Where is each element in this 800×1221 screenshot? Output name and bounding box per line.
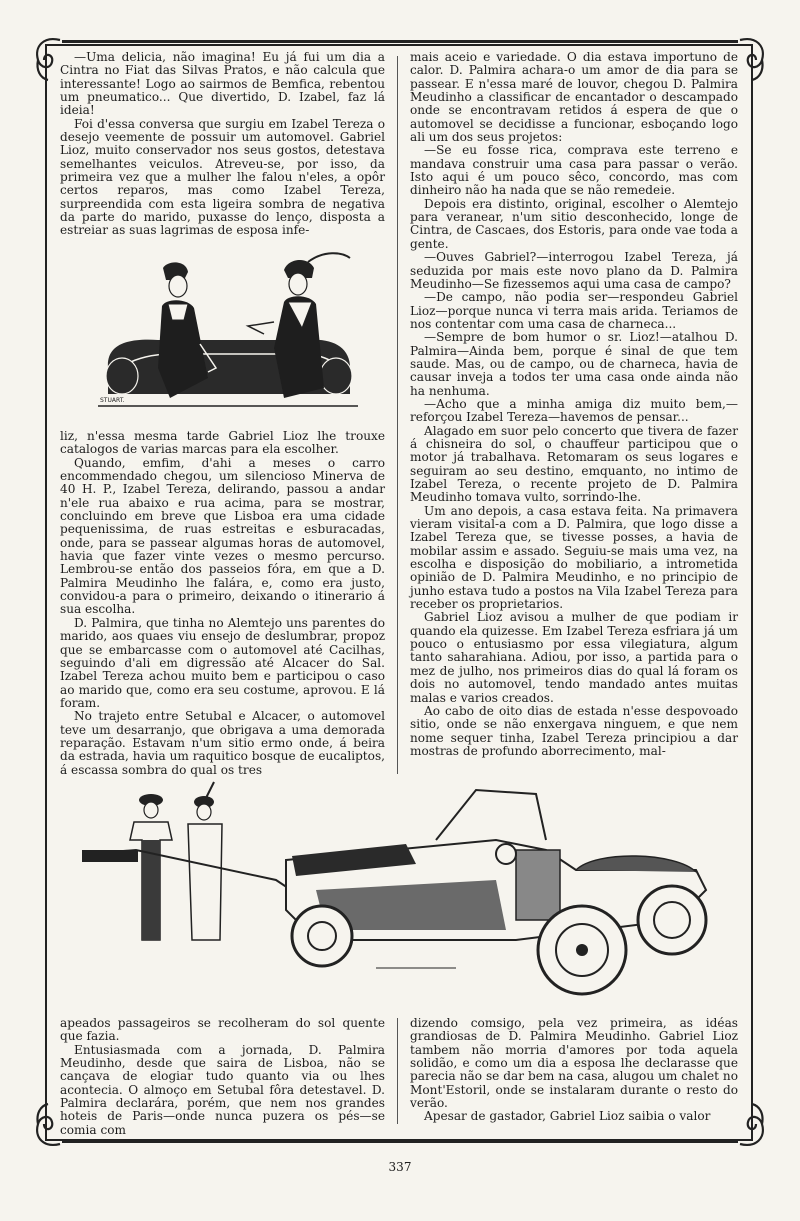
- paragraph: —Ouves Gabriel?—interrogou Izabel Tereza, já seduzida por mais este novo plano da D. Palmira Meudinho—Se fizessemos aqui uma casa de campo?: [410, 250, 738, 291]
- column-separator-bottom: [397, 1018, 398, 1124]
- paragraph: Depois era distinto, original, escolher o Alemtejo para veranear, n'um sitio desconhecido, longe de Cintra, de Cascaes, dos Estoris, para onde vae toda a gente.: [410, 196, 738, 251]
- paragraph: apeados passageiros se recolheram do sol quente que fazia.: [60, 1016, 385, 1044]
- paragraph: No trajeto entre Setubal e Alcacer, o automovel teve um desarranjo, que obrigava a uma demorada reparação. Estavam n'um sitio ermo onde, á beira da estrada, havia um raquitico bosque de eucaliptos, á escassa sombra do qual os tres: [60, 709, 385, 777]
- paragraph: Gabriel Lioz avisou a mulher de que podiam ir quando ela quizesse. Em Izabel Tereza esfriara já um pouco o entusiasmo por essa vilegiatura, algum tanto saharahiana. Adiou, por isso, a partida para o mez de julho, nos primeiros dias do qual lá foram os dois no automovel, tendo mandado antes muitas malas e varios creados.: [410, 610, 738, 705]
- illustration-automobile: [76, 780, 716, 1010]
- right-column-top: [410, 51, 738, 758]
- left-column-middle: [60, 430, 385, 777]
- paragraph: —Uma delicia, não imagina! Eu já fui um dia a Cintra no Fiat das Silvas Pratos, e não calcula que interessante! Logo ao sairmos de Bemfica, rebentou um pneumatico... Que divertido, D. Izabel, faz lá ideia!: [60, 50, 385, 118]
- paragraph: —Acho que a minha amiga diz muito bem,—reforçou Izabel Tereza—havemos de pensar...: [410, 396, 738, 425]
- illustration-signature: STUART.: [100, 397, 125, 404]
- left-column-bottom: [60, 1017, 385, 1137]
- paragraph: Alagado em suor pelo concerto que tivera de fazer á chisneira do sol, o chauffeur participou que o motor já trabalhava. Retomaram os seus logares e seguiram ao seu destino, emquanto, no intimo de Izabel Tereza, o recente projeto de D. Palmira Meudinho tomava vulto, sorrindo-lhe.: [410, 423, 738, 505]
- paragraph: Quando, emfim, d'ahi a meses o carro encommendado chegou, um silencioso Minerva de 40 H. P., Izabel Tereza, delirando, passou a andar n'ele rua abaixo e rua acima, para se mostrar, concluindo em breve que Lisboa era uma cidade pequenissima, de ruas estreitas e esburacadas, onde, para se passear algumas horas de automovel, havia que fazer vinte vezes o mesmo percurso. Lembrou-se então dos passeios fóra, em que a D. Palmira Meudinho lhe falára, e, como era justo, convidou-a para o primeiro, deixando o itinerario á sua escolha.: [60, 455, 385, 617]
- paragraph: —Se eu fosse rica, comprava este terreno e mandava construir uma casa para passar o verão. Isto aqui é um pouco sêco, concordo, mas com dinheiro não ha nada que se não remedeie.: [410, 143, 738, 198]
- paragraph: D. Palmira, que tinha no Alemtejo uns parentes do marido, aos quaes viu ensejo de deslumbrar, propoz que se embarcasse com o automovel até Cacilhas, seguindo d'ali em digressão até Alcacer do Sal. Izabel Tereza achou muito bem e participou o caso ao marido que, como era seu costume, aprovou. E lá foram.: [60, 615, 385, 710]
- paragraph: Foi d'essa conversa que surgiu em Izabel Tereza o desejo veemente de possuir um automovel. Gabriel Lioz, muito conservador nos seus gostos, detestava semelhantes veiculos. Atreveu-se, por isso, da primeira vez que a mulher lhe falou n'eles, a opôr certos reparos, mas como Izabel Tereza, surpreendida com esta ligeira sombra de negativa da parte do marido, puxasse do lenço, disposta a estreiar as suas lagrimas de esposa infe-: [60, 116, 385, 238]
- frame-top-rule: [62, 40, 738, 43]
- paragraph: liz, n'essa mesma tarde Gabriel Lioz lhe trouxe catalogos de varias marcas para ela escolher.: [60, 429, 385, 457]
- right-column-bottom: [410, 1017, 738, 1124]
- illustration-women-on-sofa: [88, 248, 364, 414]
- column-separator-top: [397, 56, 398, 774]
- paragraph: Ao cabo de oito dias de estada n'esse despovoado sitio, onde se não enxergava ninguem, e que nem nome sequer tinha, Izabel Tereza principiou a dar mostras de profundo aborrecimento, mal-: [410, 703, 738, 758]
- frame-bottom-rule: [62, 1140, 738, 1143]
- paragraph: —De campo, não podia ser—respondeu Gabriel Lioz—porque nunca vi terra mais arida. Teriamos de nos contentar com uma casa de charneca...: [410, 290, 738, 331]
- paragraph: dizendo comsigo, pela vez primeira, as idéas grandiosas de D. Palmira Meudinho. Gabriel Lioz tambem não morria d'amores por toda aquela solidão, e como um dia a esposa lhe declarasse que parecia não se dar bem na casa, alugou um chalet no Mont'Estoril, onde se instalaram durante o resto do verão.: [410, 1016, 738, 1111]
- paragraph: Um ano depois, a casa estava feita. Na primavera vieram visital-a com a D. Palmira, que logo disse a Izabel Tereza que, se tivesse posses, a havia de mobilar assim e assado. Seguiu-se mais uma vez, na escolha e disposição do mobiliario, a intrometida opinião de D. Palmira Meudinho, e no principio de junho estava tudo a postos na Vila Izabel Tereza para receber os proprietarios.: [410, 503, 738, 612]
- page-number: 337: [388, 1160, 412, 1174]
- corner-ornament-bottom-right: [734, 1100, 770, 1150]
- left-column-top: [60, 51, 385, 238]
- paragraph: Entusiasmada com a jornada, D. Palmira Meudinho, desde que saira de Lisboa, não se cançava de elogiar tudo quanto via ou lhes acontecia. O almoço em Setubal fôra detestavel. D. Palmira declarára, porém, que nem nos grandes hoteis de Paris—onde nunca puzera os pés—se comia com: [60, 1042, 385, 1137]
- paragraph: mais aceio e variedade. O dia estava importuno de calor. D. Palmira achara-o um amor de dia para se passear. E n'essa maré de louvor, chegou D. Palmira Meudinho a classificar de encantador o descampado onde se encontravam retidos á espera de que o automovel se decidisse a funcionar, esboçando logo ali um dos seus projetos:: [410, 50, 738, 145]
- corner-ornament-top-right: [734, 34, 770, 84]
- paragraph: —Sempre de bom humor o sr. Lioz!—atalhou D. Palmira—Ainda bem, porque é sinal de que tem saude. Mas, ou de campo, ou de charneca, havia de causar inveja a todos ter uma casa onde ainda não ha nenhuma.: [410, 330, 738, 398]
- paragraph: Apesar de gastador, Gabriel Lioz saibia o valor: [424, 1109, 711, 1124]
